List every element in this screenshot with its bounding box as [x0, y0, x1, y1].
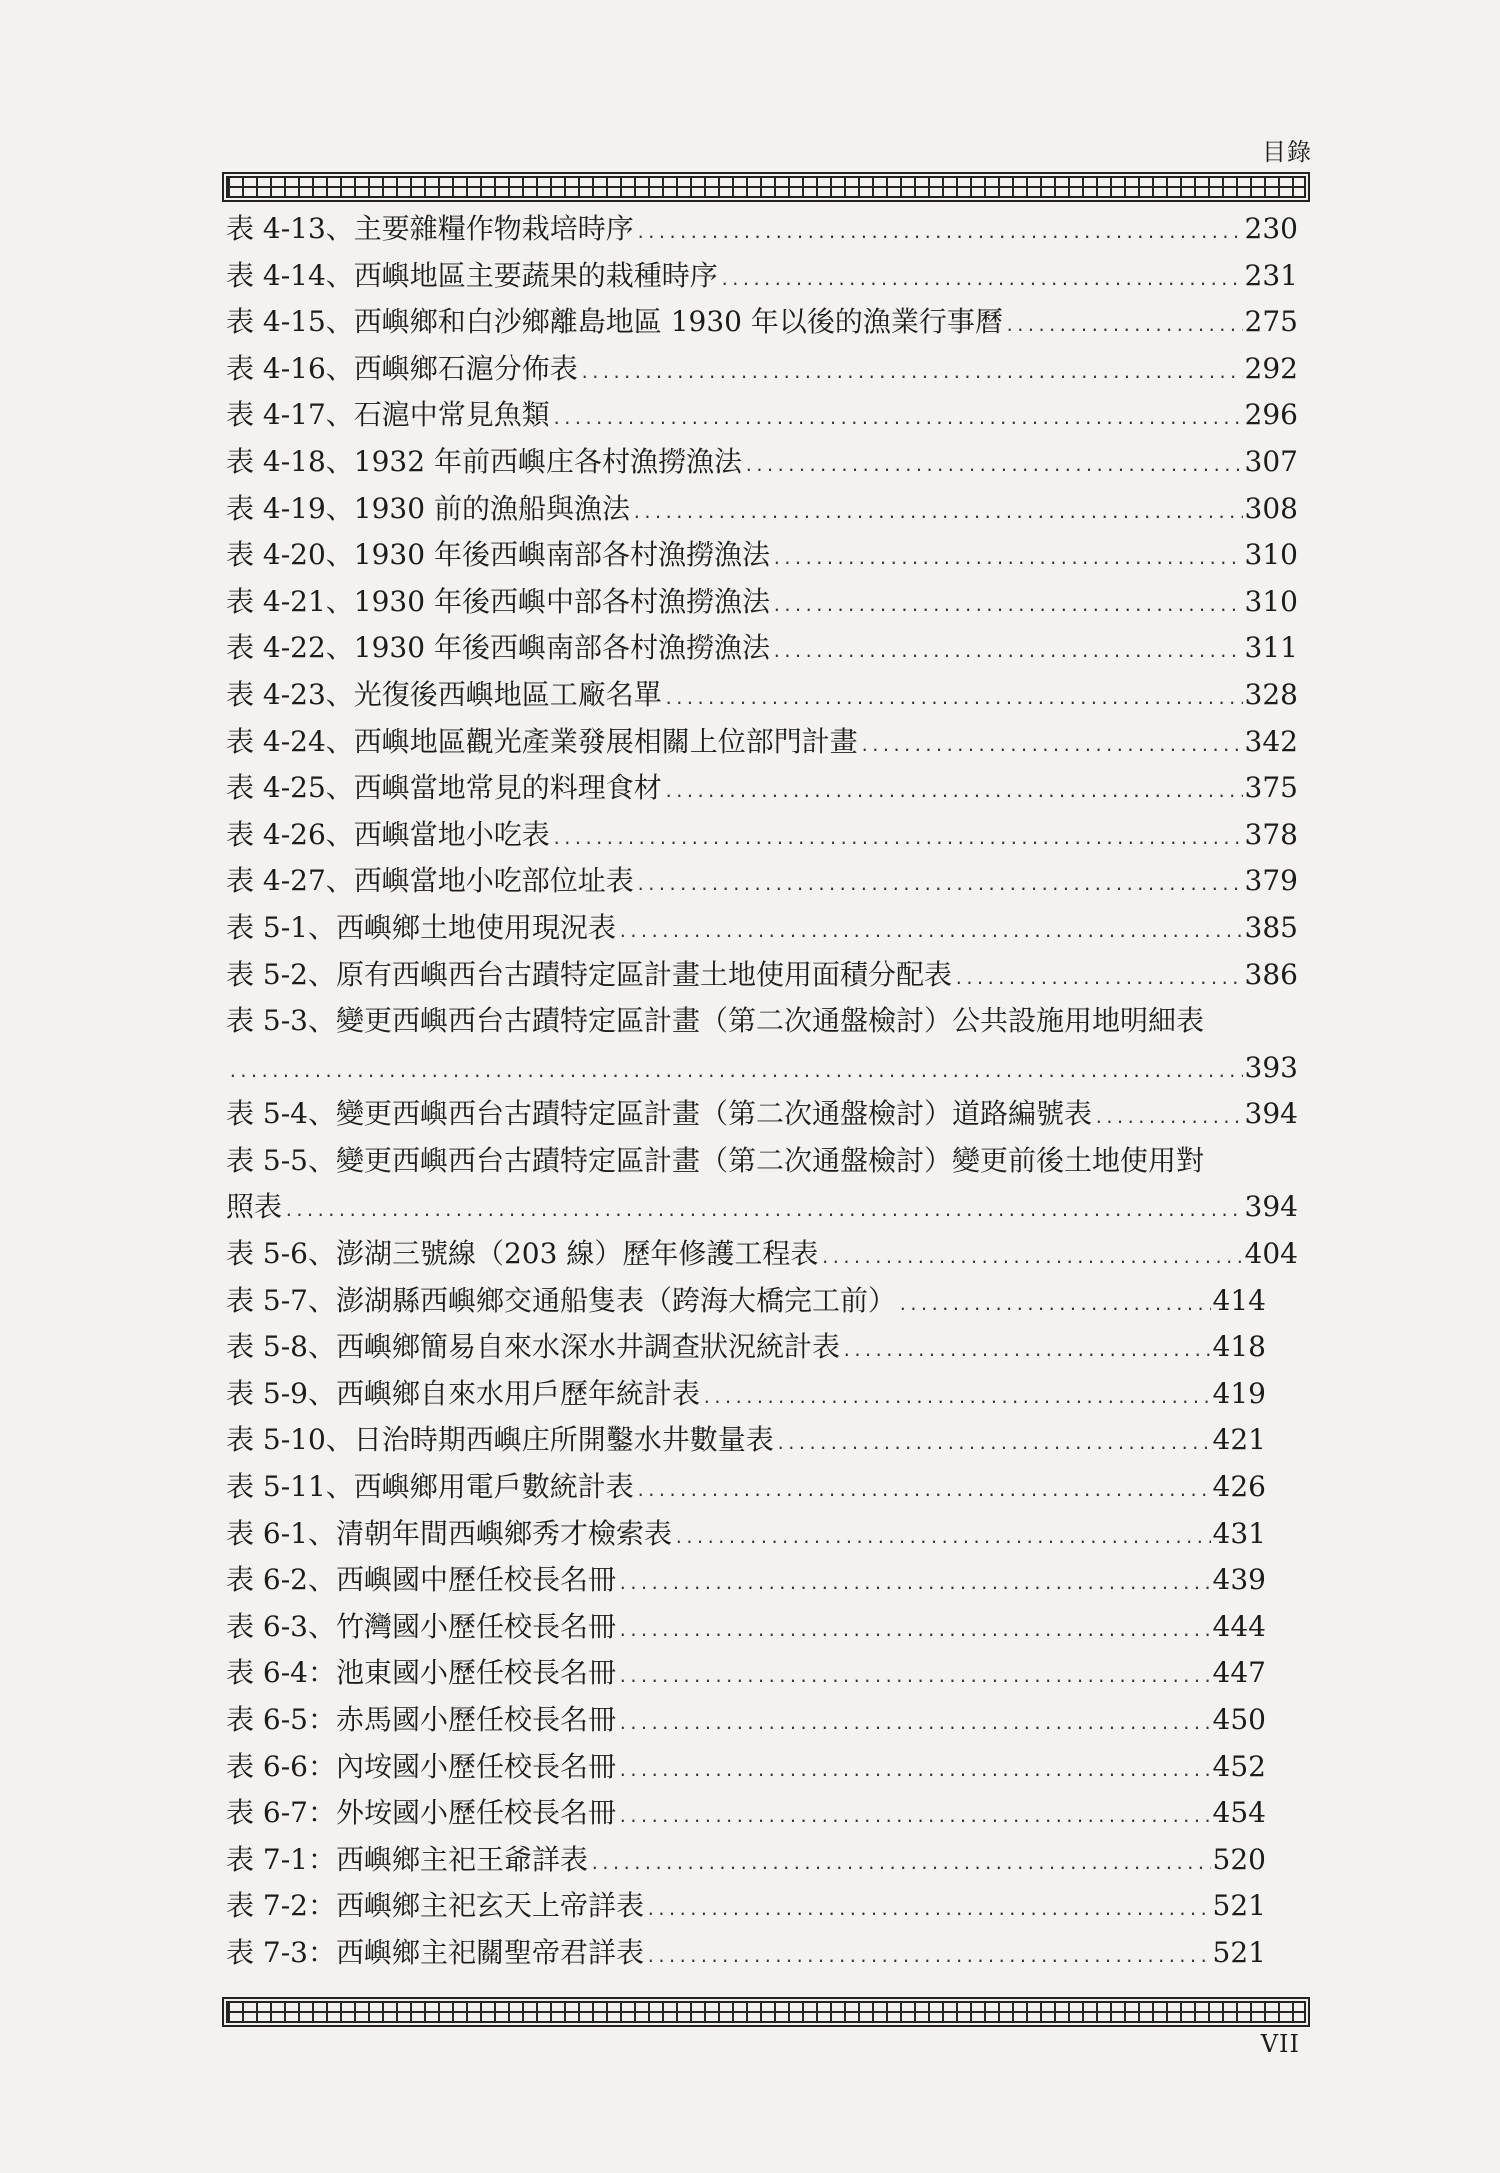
- entry-label: 表 4-20、1930 年後西嶼南部各村漁撈漁法: [226, 538, 770, 572]
- entry-page: 231: [1244, 258, 1298, 292]
- entry-page: 419: [1212, 1376, 1266, 1410]
- entry-page: 404: [1244, 1237, 1298, 1271]
- entry-page: 444: [1212, 1609, 1266, 1643]
- entry-label: 表 4-25、西嶼當地常見的料理食材: [226, 771, 662, 805]
- entry-page: 310: [1244, 538, 1298, 572]
- entry-label: 表 4-13、主要雜糧作物栽培時序: [226, 212, 634, 245]
- toc-entry[interactable]: [226, 1091, 1298, 1138]
- toc-entry[interactable]: [226, 905, 1298, 952]
- leader-dots: [590, 1841, 1211, 1888]
- entry-label: 表 7-1：西嶼鄉主祀王爺詳表: [226, 1842, 588, 1876]
- leader-dots: [674, 1515, 1211, 1562]
- entry-label: 表 5-3、變更西嶼西台古蹟特定區計畫（第二次通盤檢討）公共設施用地明細表: [226, 1004, 1204, 1038]
- entry-label: 表 5-2、原有西嶼西台古蹟特定區計畫土地使用面積分配表: [226, 957, 952, 991]
- toc-entry[interactable]: [226, 392, 1298, 439]
- leader-dots: [772, 536, 1243, 583]
- entry-label: 表 4-26、西嶼當地小吃表: [226, 817, 550, 851]
- entry-page: 439: [1212, 1563, 1266, 1597]
- entry-label: 表 5-7、澎湖縣西嶼鄉交通船隻表（跨海大橋完工前）: [226, 1283, 896, 1317]
- entry-page: 394: [1244, 1097, 1298, 1131]
- entry-label: 表 6-2、西嶼國中歷任校長名冊: [226, 1563, 616, 1597]
- entry-page: 414: [1212, 1283, 1266, 1317]
- toc-entry[interactable]: [226, 206, 1298, 253]
- leader-dots: [632, 490, 1243, 537]
- leader-dots: [618, 1608, 1211, 1655]
- entry-label: 表 5-1、西嶼鄉土地使用現況表: [226, 910, 616, 944]
- entry-label: 表 4-27、西嶼當地小吃部位址表: [226, 864, 634, 898]
- entry-label: 表 4-16、西嶼鄉石滬分佈表: [226, 351, 578, 385]
- leader-dots: [618, 1654, 1211, 1701]
- entry-label: 表 5-5、變更西嶼西台古蹟特定區計畫（第二次通盤檢討）變更前後土地使用對: [226, 1143, 1204, 1177]
- toc-entry[interactable]: [226, 439, 1298, 486]
- toc-entry[interactable]: [226, 765, 1298, 812]
- entry-label: 表 7-2：西嶼鄉主祀玄天上帝詳表: [226, 1889, 644, 1923]
- entry-page: 375: [1244, 771, 1298, 805]
- leader-dots: [744, 443, 1243, 490]
- entry-label: 表 5-11、西嶼鄉用電戶數統計表: [226, 1470, 634, 1504]
- toc-entry[interactable]: [226, 1930, 1266, 1977]
- entry-page: 431: [1212, 1516, 1266, 1550]
- entry-page: 452: [1212, 1749, 1266, 1783]
- leader-dots: [228, 1049, 1243, 1096]
- entry-label: 表 4-19、1930 前的漁船與漁法: [226, 491, 630, 525]
- entry-label: 表 6-4：池東國小歷任校長名冊: [226, 1656, 616, 1690]
- entry-label: 表 5-8、西嶼鄉簡易自來水深水井調查狀況統計表: [226, 1330, 840, 1364]
- entry-label: 表 4-23、光復後西嶼地區工廠名單: [226, 677, 662, 711]
- entry-label: 表 4-21、1930 年後西嶼中部各村漁撈漁法: [226, 584, 770, 618]
- entry-page: 386: [1244, 957, 1298, 991]
- toc-entry[interactable]: [226, 1790, 1266, 1837]
- entry-page: 292: [1244, 351, 1298, 385]
- entry-page: 421: [1212, 1423, 1266, 1457]
- entry-page: 447: [1212, 1656, 1266, 1690]
- entry-page: 275: [1244, 305, 1298, 339]
- toc-entry[interactable]: [226, 1371, 1266, 1418]
- entry-page: 426: [1212, 1470, 1266, 1504]
- leader-dots: [664, 769, 1243, 816]
- toc-entry[interactable]: [226, 1324, 1266, 1371]
- toc-entry[interactable]: [226, 1511, 1266, 1558]
- toc-entry[interactable]: [226, 672, 1298, 719]
- toc-entry[interactable]: [226, 1464, 1266, 1511]
- toc-entry-continuation[interactable]: [226, 1184, 1298, 1231]
- leader-dots: [664, 676, 1243, 723]
- entry-page: 521: [1212, 1935, 1266, 1969]
- entry-page: 328: [1244, 677, 1298, 711]
- entry-page: 308: [1244, 491, 1298, 525]
- entry-page: 394: [1244, 1190, 1298, 1224]
- toc-entry[interactable]: [226, 1883, 1266, 1930]
- entry-page: 385: [1244, 910, 1298, 944]
- entry-page: 454: [1212, 1796, 1266, 1830]
- toc-entry[interactable]: [226, 532, 1298, 579]
- toc-entry[interactable]: [226, 1557, 1266, 1604]
- entry-page: 520: [1212, 1842, 1266, 1876]
- toc-entry[interactable]: [226, 1697, 1266, 1744]
- entry-label: 表 4-15、西嶼鄉和白沙鄉離島地區 1930 年以後的漁業行事曆: [226, 305, 1003, 339]
- entry-label: 表 5-9、西嶼鄉自來水用戶歷年統計表: [226, 1376, 700, 1410]
- toc-entry[interactable]: [226, 253, 1298, 300]
- entry-page: 379: [1244, 864, 1298, 898]
- toc-entry[interactable]: [226, 1231, 1298, 1278]
- leader-dots: [636, 210, 1243, 257]
- entry-page: 311: [1244, 631, 1298, 665]
- leader-dots: [898, 1282, 1211, 1329]
- leader-dots: [580, 350, 1243, 397]
- entry-label-continuation: 照表: [226, 1190, 283, 1224]
- entry-page: 378: [1244, 817, 1298, 851]
- leader-dots: [284, 1188, 1243, 1235]
- leader-dots: [618, 1794, 1211, 1841]
- toc-entry[interactable]: [226, 1278, 1266, 1325]
- toc-entry[interactable]: [226, 1837, 1266, 1884]
- entry-label: 表 4-24、西嶼地區觀光產業發展相關上位部門計畫: [226, 724, 858, 758]
- toc-entry[interactable]: [226, 858, 1298, 905]
- entry-label: 表 6-1、清朝年間西嶼鄉秀才檢索表: [226, 1516, 672, 1550]
- leader-dots: [860, 723, 1243, 770]
- entry-page: 418: [1212, 1330, 1266, 1364]
- toc-entry[interactable]: [226, 1138, 1298, 1185]
- running-header: 目錄: [1262, 138, 1312, 166]
- entry-page: 342: [1244, 724, 1298, 758]
- leader-dots: [636, 862, 1243, 909]
- leader-dots: [776, 1421, 1211, 1468]
- leader-dots: [646, 1934, 1211, 1981]
- toc-entry[interactable]: [226, 998, 1298, 1045]
- leader-dots: [618, 909, 1243, 956]
- bottom-decorative-border: [226, 2001, 1306, 2023]
- entry-label: 表 6-6：內垵國小歷任校長名冊: [226, 1749, 616, 1783]
- entry-label: 表 6-7：外垵國小歷任校長名冊: [226, 1796, 616, 1830]
- leader-dots: [772, 629, 1243, 676]
- entry-page: 521: [1212, 1889, 1266, 1923]
- leader-dots: [1094, 1095, 1243, 1142]
- leader-dots: [552, 396, 1243, 443]
- leader-dots: [772, 583, 1243, 630]
- entry-page: 310: [1244, 584, 1298, 618]
- leader-dots: [618, 1748, 1211, 1795]
- table-list: [226, 206, 1298, 1977]
- entry-page: 450: [1212, 1703, 1266, 1736]
- toc-entry[interactable]: [226, 299, 1298, 346]
- leader-dots: [618, 1701, 1211, 1748]
- toc-entry[interactable]: [226, 1744, 1266, 1791]
- entry-page: 307: [1244, 444, 1298, 478]
- entry-label: 表 4-22、1930 年後西嶼南部各村漁撈漁法: [226, 631, 770, 665]
- page-number: VII: [1260, 2030, 1300, 2058]
- entry-label: 表 5-10、日治時期西嶼庄所開鑿水井數量表: [226, 1423, 774, 1457]
- top-decorative-border: [226, 176, 1306, 198]
- entry-label: 表 6-3、竹灣國小歷任校長名冊: [226, 1609, 616, 1643]
- toc-entry-continuation[interactable]: [226, 1045, 1298, 1092]
- toc-entry[interactable]: [226, 1417, 1266, 1464]
- entry-label: 表 7-3：西嶼鄉主祀關聖帝君詳表: [226, 1935, 644, 1969]
- toc-entry[interactable]: [226, 579, 1298, 626]
- leader-dots: [842, 1328, 1211, 1375]
- toc-entry[interactable]: [226, 719, 1298, 766]
- entry-label: 表 4-17、石滬中常見魚類: [226, 398, 550, 432]
- toc-entry[interactable]: [226, 486, 1298, 533]
- entry-label: 表 5-6、澎湖三號線（203 線）歷年修護工程表: [226, 1237, 819, 1271]
- leader-dots: [618, 1561, 1211, 1608]
- toc-entry[interactable]: [226, 346, 1298, 393]
- entry-label: 表 4-18、1932 年前西嶼庄各村漁撈漁法: [226, 444, 742, 478]
- leader-dots: [954, 956, 1243, 1003]
- toc-entry[interactable]: [226, 1604, 1266, 1651]
- toc-entry[interactable]: [226, 812, 1298, 859]
- toc-entry[interactable]: [226, 952, 1298, 999]
- toc-entry[interactable]: [226, 1650, 1266, 1697]
- entry-label: 表 4-14、西嶼地區主要蔬果的栽種時序: [226, 258, 718, 292]
- entry-page: 230: [1244, 212, 1298, 245]
- toc-entry[interactable]: [226, 625, 1298, 672]
- leader-dots: [720, 257, 1243, 304]
- entry-page: 296: [1244, 398, 1298, 432]
- leader-dots: [1005, 303, 1243, 350]
- leader-dots: [636, 1468, 1211, 1515]
- leader-dots: [552, 816, 1243, 863]
- leader-dots: [646, 1887, 1211, 1934]
- entry-page: 393: [1244, 1050, 1298, 1084]
- leader-dots: [820, 1235, 1242, 1282]
- leader-dots: [702, 1375, 1211, 1422]
- entry-label: 表 5-4、變更西嶼西台古蹟特定區計畫（第二次通盤檢討）道路編號表: [226, 1097, 1092, 1131]
- entry-label: 表 6-5：赤馬國小歷任校長名冊: [226, 1703, 616, 1736]
